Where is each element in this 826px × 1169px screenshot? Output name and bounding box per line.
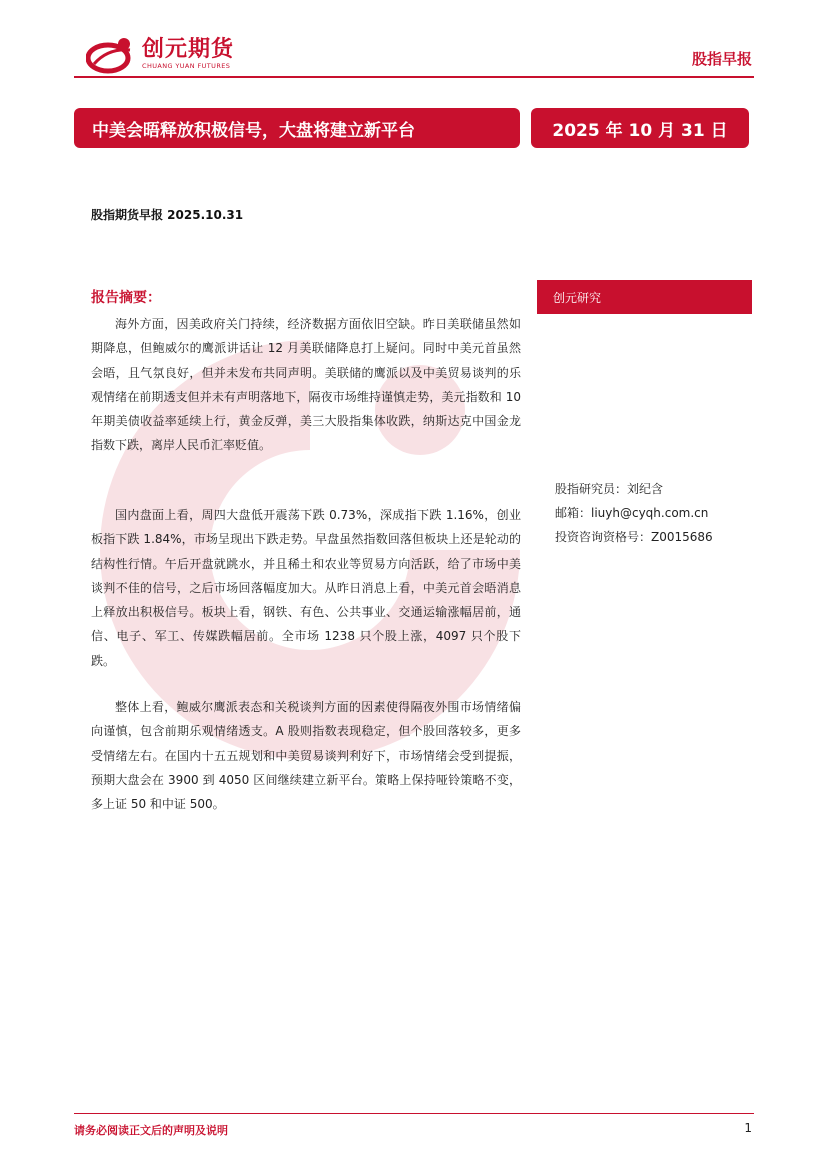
analyst-email: 邮箱：liuyh@cyqh.com.cn	[555, 506, 709, 520]
logo-mark-icon	[86, 34, 138, 74]
header-divider	[74, 76, 754, 78]
report-date: 2025 年 10 月 31 日	[552, 120, 728, 141]
footer-disclaimer: 请务必阅读正文后的声明及说明	[74, 1124, 228, 1137]
logo-english-name: CHUANG YUAN FUTURES	[142, 61, 231, 70]
page-number: 1	[744, 1121, 752, 1135]
summary-paragraph-domestic: 国内盘面上看，周四大盘低开震荡下跌 0.73%，深成指下跌 1.16%，创业板指下跌 1.84%，市场呈现出下跌走势。早盘虽然指数回落但板块上还是轮动的结构性行情。午后开盘就跳水，并且稀土和农业等贸易方向活跃，给了市场中美谈判不佳的信号，之后市场回落幅度加大。从昨日消息上看，中美元首会晤消息上释放出积极信号。板块上看，钢铁、有色、公共事业、交通运输涨幅居前，通信、电子、军工、传媒跌幅居前。全市场 1238 只个股上涨，4097 只个股下跌。	[91, 508, 521, 668]
logo-chinese-name: 创元期货	[142, 36, 235, 62]
sidebar-label-text: 创元研究	[553, 290, 602, 305]
analyst-license: 投资咨询资格号：Z0015686	[555, 530, 713, 544]
analyst-info	[555, 477, 713, 549]
report-title: 中美会晤释放积极信号，大盘将建立新平台	[92, 120, 415, 141]
report-title-banner	[74, 108, 520, 148]
report-date-banner	[531, 108, 749, 148]
company-logo	[86, 34, 234, 74]
report-subtitle: 股指期货早报 2025.10.31	[91, 208, 244, 222]
analyst-name: 股指研究员：刘纪含	[555, 482, 664, 496]
footer-divider	[74, 1113, 754, 1114]
sidebar-section-label	[537, 280, 752, 314]
report-type-label: 股指早报	[691, 50, 752, 68]
summary-paragraph-overall: 整体上看，鲍威尔鹰派表态和关税谈判方面的因素使得隔夜外围市场情绪偏向谨慎，包含前期乐观情绪透支。A 股则指数表现稳定，但个股回落较多，更多受情绪左右。在国内十五五规划和中美贸易谈判利好下，市场情绪会受到提振，预期大盘会在 3900 到 4050 区间继续建立新平台。策略上保持哑铃策略不变，多上证 50 和中证 500。	[91, 700, 521, 812]
summary-paragraph-overseas: 海外方面，因美政府关门持续，经济数据方面依旧空缺。昨日美联储虽然如期降息，但鲍威尔的鹰派讲话让 12 月美联储降息打上疑问。同时中美元首虽然会晤，且气氛良好，但并未发布共同声明。美联储的鹰派以及中美贸易谈判的乐观情绪在前期透支但并未有声明落地下，隔夜市场维持谨慎走势，美元指数和 10 年期美债收益率延续上行，黄金反弹，美三大股指集体收跌，纳斯达克中国金龙指数下跌，离岸人民币汇率贬值。	[91, 317, 521, 453]
summary-heading: 报告摘要：	[91, 290, 161, 306]
